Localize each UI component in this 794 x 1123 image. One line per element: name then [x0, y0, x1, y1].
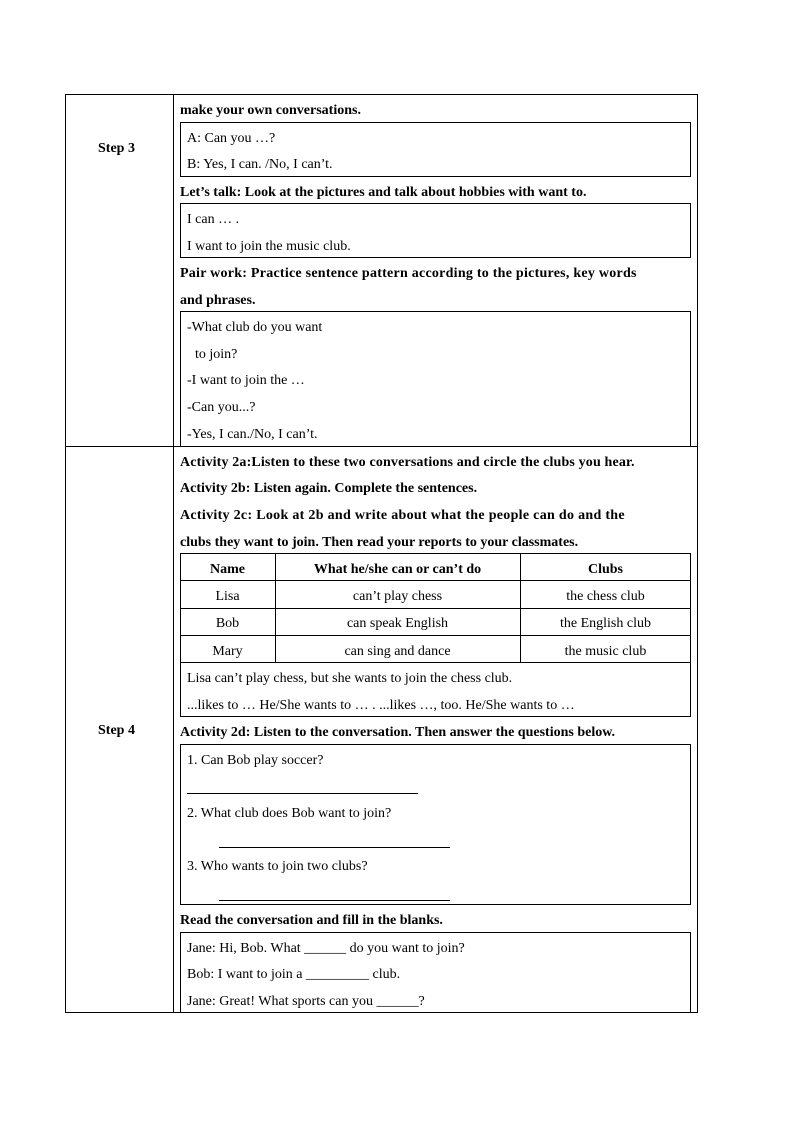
box3-line2: to join? [195, 347, 238, 362]
box3-line4: -Can you...? [187, 400, 256, 415]
step4-label: Step 4 [98, 723, 135, 738]
table-row-3-name: Mary [212, 644, 243, 659]
box3-line5: -Yes, I can./No, I can’t. [187, 427, 318, 442]
table-header-can: What he/she can or can’t do [313, 562, 482, 577]
question-1: 1. Can Bob play soccer? [187, 753, 324, 768]
box3-line3: -I want to join the … [187, 373, 305, 388]
answer-line-2[interactable] [219, 847, 450, 848]
box1-line2: B: Yes, I can. /No, I can’t. [187, 157, 333, 172]
activity-2d: Activity 2d: Listen to the conversation. Then answer the questions below. [180, 725, 616, 740]
answer-line-1[interactable] [187, 793, 418, 794]
outer-right-border [697, 94, 698, 1013]
pairwork-instruction-2: and phrases. [180, 293, 256, 308]
activity-2c-line2: clubs they want to join. Then read your reports to your classmates. [180, 535, 579, 550]
column-divider [173, 94, 174, 1013]
table-row-2-can: can speak English [346, 616, 449, 631]
table-row-1-can: can’t play chess [352, 589, 443, 604]
step3-intro: make your own conversations. [180, 103, 361, 118]
report-line1: Lisa can’t play chess, but she wants to join the chess club. [187, 671, 513, 686]
table-row-divider-1 [180, 580, 691, 581]
table-row-1-name: Lisa [215, 589, 240, 604]
answer-line-3[interactable] [219, 900, 450, 901]
table-header-clubs: Clubs [587, 562, 624, 577]
question-2: 2. What club does Bob want to join? [187, 806, 392, 821]
box1-line1: A: Can you …? [187, 131, 276, 146]
outer-top-border [65, 94, 698, 95]
pairwork-instruction-1: Pair work: Practice sentence pattern according to the pictures, key words [180, 266, 637, 281]
dialog-line2: Bob: I want to join a _________ club. [187, 967, 401, 982]
outer-left-border [65, 94, 66, 1013]
box3-line1: -What club do you want [187, 320, 323, 335]
report-line2: ...likes to … He/She wants to … . ...likes …, too. He/She wants to … [187, 698, 575, 713]
table-row-2-club: the English club [560, 616, 651, 631]
dialog-line3: Jane: Great! What sports can you ______? [187, 994, 425, 1009]
dialog-line1: Jane: Hi, Bob. What ______ do you want to join? [187, 941, 465, 956]
table-row-3-can: can sing and dance [344, 644, 451, 659]
table-row-1-club: the chess club [566, 589, 645, 604]
activity-2a: Activity 2a:Listen to these two conversations and circle the clubs you hear. [180, 455, 635, 470]
table-row-3-club: the music club [564, 644, 647, 659]
table-header-name: Name [210, 562, 245, 577]
table-row-divider-3 [180, 635, 691, 636]
activity-2c-line1: Activity 2c: Look at 2b and write about what the people can do and the [180, 508, 625, 523]
box2-line2: I want to join the music club. [187, 239, 351, 254]
table-row-2-name: Bob [215, 616, 240, 631]
letstalk-instruction: Let’s talk: Look at the pictures and talk about hobbies with want to. [180, 185, 587, 200]
box2-line1: I can … . [187, 212, 240, 227]
activity-2b: Activity 2b: Listen again. Complete the sentences. [180, 481, 478, 496]
read-fill-instruction: Read the conversation and fill in the blanks. [180, 913, 443, 928]
question-3: 3. Who wants to join two clubs? [187, 859, 368, 874]
step3-label: Step 3 [98, 141, 135, 156]
table-row-divider-2 [180, 608, 691, 609]
